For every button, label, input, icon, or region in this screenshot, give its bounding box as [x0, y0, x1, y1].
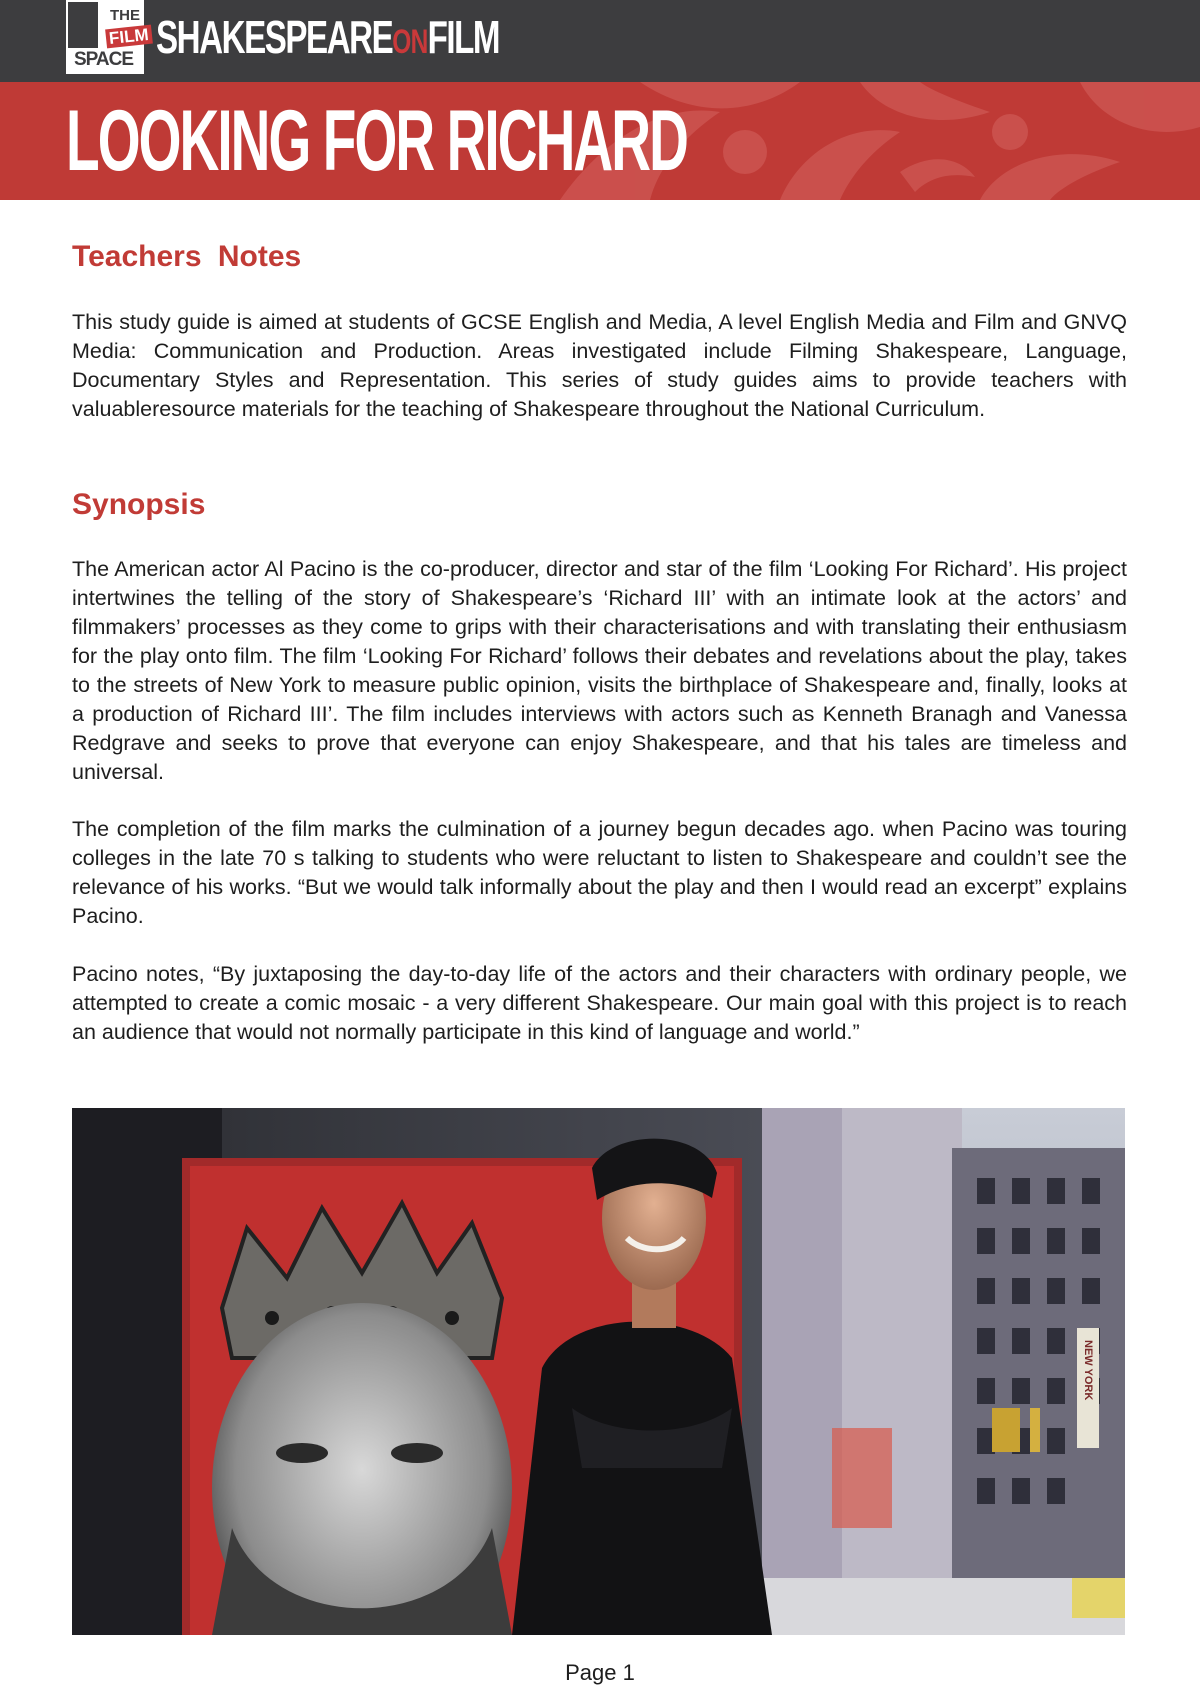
teachers-notes-heading: Teachers Notes	[72, 240, 302, 273]
film-still-illustration	[72, 1108, 1125, 1635]
series-title-main: SHAKESPEARE	[156, 11, 393, 63]
teachers-notes-paragraph: This study guide is aimed at students of GCSE English and Media, A level English Media and Film and GNVQ Media: Communication and Production. Areas investigated include Filming Shakespeare, Language, Documentary Styles and Representation. This series of study guides aims to provide teachers with valuableresource materials for the teaching of Shakespeare throughout the National Curriculum.	[72, 310, 1127, 421]
logo-mark	[68, 2, 98, 48]
film-still-image	[72, 1108, 1125, 1635]
synopsis-paragraph-2: The completion of the film marks the culmination of a journey begun decades ago. when Pacino was touring colleges in the late 70 s talking to students who were reluctant to listen to Shakespeare and couldn’t see the relevance of his works. “But we would talk informally about the play and then I would read an excerpt” explains Pacino.	[72, 817, 1127, 928]
series-title-end: FILM	[427, 11, 500, 63]
logo-text-the: THE	[110, 7, 140, 24]
top-bar	[0, 0, 1200, 82]
logo-text-space: SPACE	[74, 49, 134, 70]
film-title: LOOKING FOR RICHARD	[66, 93, 687, 189]
page-number: Page 1	[565, 1660, 635, 1685]
series-title	[156, 10, 499, 70]
synopsis-paragraph-3: Pacino notes, “By juxtaposing the day-to-day life of the actors and their characters with ordinary people, we attempted to create a comic mosaic - a very different Shakespeare. Our main goal with this project is to reach an audience that would not normally participate in this kind of language and world.”	[72, 962, 1127, 1044]
logo-text-film: FILM	[105, 25, 152, 49]
synopsis-paragraph-1: The American actor Al Pacino is the co-producer, director and star of the film ‘Looking For Richard’. His project intertwines the telling of the story of Shakespeare’s ‘Richard III’ with an intimate look at the actors’ and filmmakers’ processes as they come to grips with their characterisations and with translating their enthusiasm for the play onto film. The film ‘Looking For Richard’ follows their debates and revelations about the play, takes to the streets of New York to measure public opinion, visits the birthplace of Shakespeare and, finally, looks at a production of Richard III’. The film includes interviews with actors such as Kenneth Branagh and Vanessa Redgrave and seeks to prove that everyone can enjoy Shakespeare, and that his tales are timeless and universal.	[72, 557, 1127, 784]
synopsis-heading: Synopsis	[72, 488, 206, 521]
new-york-sign: NEW YORK	[1082, 1340, 1094, 1401]
series-title-on: ON	[392, 23, 428, 61]
film-space-logo	[66, 0, 150, 74]
